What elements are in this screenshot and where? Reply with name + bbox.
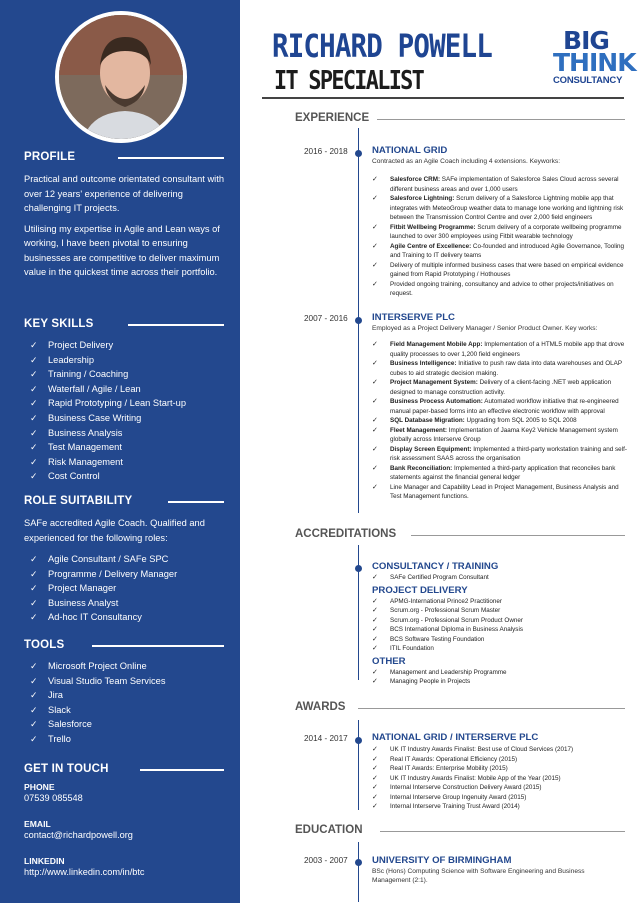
check-icon: ✓ bbox=[372, 261, 378, 269]
achievement-text: Line Manager and Capability Lead in Project Management, Business Analysis and Test Management functions. bbox=[390, 483, 619, 500]
list-item-text: Real IT Awards: Enterprise Mobility (2015) bbox=[390, 765, 508, 772]
check-icon: ✓ bbox=[372, 784, 378, 791]
list-item-text: Business Analyst bbox=[48, 597, 119, 608]
list-item-text: UK IT Industry Awards Finalist: Mobile App of the Year (2015) bbox=[390, 774, 561, 782]
check-icon: ✓ bbox=[372, 398, 378, 405]
key-skills-list bbox=[24, 338, 224, 484]
section-rule bbox=[377, 119, 625, 120]
achievement-item bbox=[372, 397, 628, 416]
list-item-text: Slack bbox=[48, 704, 71, 715]
awards-list bbox=[372, 745, 628, 812]
list-item bbox=[372, 755, 628, 765]
list-item bbox=[30, 659, 224, 674]
profile-photo bbox=[55, 11, 187, 143]
job-1-date: 2016 - 2018 bbox=[304, 147, 348, 156]
achievement-item bbox=[372, 445, 628, 464]
check-icon: ✓ bbox=[30, 471, 38, 482]
check-icon: ✓ bbox=[372, 445, 378, 453]
accreditation-group-title: CONSULTANCY / TRAINING bbox=[372, 561, 499, 572]
check-icon: ✓ bbox=[30, 733, 38, 744]
list-item-text: Microsoft Project Online bbox=[48, 661, 147, 671]
accreditation-list bbox=[372, 668, 628, 687]
check-icon: ✓ bbox=[372, 483, 378, 491]
profile-heading: PROFILE bbox=[24, 151, 76, 163]
check-icon: ✓ bbox=[30, 719, 38, 730]
tools-section bbox=[24, 638, 224, 747]
list-item bbox=[30, 703, 224, 718]
achievement-item bbox=[372, 359, 628, 378]
list-item bbox=[30, 338, 224, 353]
logo-line-3: CONSULTANCY bbox=[553, 75, 623, 86]
check-icon: ✓ bbox=[372, 574, 378, 581]
linkedin-label: LINKEDIN bbox=[24, 856, 65, 866]
education-heading: EDUCATION bbox=[295, 824, 363, 836]
check-icon: ✓ bbox=[372, 616, 378, 624]
check-icon: ✓ bbox=[372, 645, 378, 652]
achievement-text: Automated workflow initiative that re-engineered manual paper-based forms into an effective electronic workflow with approval bbox=[390, 398, 619, 415]
list-item bbox=[372, 616, 628, 626]
list-item bbox=[372, 597, 628, 607]
heading-underline bbox=[118, 157, 224, 159]
list-item-text: Agile Consultant / SAFe SPC bbox=[48, 554, 169, 564]
check-icon: ✓ bbox=[372, 803, 378, 810]
check-icon: ✓ bbox=[372, 597, 378, 605]
list-item bbox=[30, 567, 224, 582]
contact-section bbox=[24, 762, 224, 879]
list-item bbox=[30, 581, 224, 596]
achievement-text: Co-founded and introduced Agile Governance, Tooling and Training to IT delivery teams bbox=[390, 242, 625, 259]
list-item-text: Visual Studio Team Services bbox=[48, 675, 166, 686]
avatar-icon bbox=[59, 15, 187, 143]
check-icon: ✓ bbox=[30, 383, 38, 394]
achievement-item bbox=[372, 378, 628, 397]
check-icon: ✓ bbox=[30, 554, 38, 564]
list-item-text: Business Case Writing bbox=[48, 412, 142, 423]
tools-heading: TOOLS bbox=[24, 639, 65, 651]
role-suitability-list bbox=[24, 552, 224, 625]
list-item bbox=[30, 596, 224, 611]
list-item-text: BCS International Diploma in Business Analysis bbox=[390, 626, 524, 633]
list-item-text: Project Manager bbox=[48, 583, 117, 594]
check-icon: ✓ bbox=[372, 774, 378, 782]
heading-underline bbox=[128, 324, 224, 326]
check-icon: ✓ bbox=[372, 280, 378, 288]
phone-label: PHONE bbox=[24, 782, 55, 792]
section-rule bbox=[380, 831, 625, 832]
check-icon: ✓ bbox=[30, 568, 38, 579]
achievement-text: Scrum delivery of a Salesforce Lightning mobile app that integrates with MeteoGroup weather data to manage lone working and lightning risk between the Transmission Control Centre and over 2,000 field engineers bbox=[390, 195, 624, 221]
list-item-text: Programme / Delivery Manager bbox=[48, 568, 178, 579]
achievement-item bbox=[372, 426, 628, 445]
list-item-text: Leadership bbox=[48, 354, 95, 365]
check-icon: ✓ bbox=[372, 607, 378, 614]
achievement-text: Initiative to push raw data into data warehouses and OLAP cubes to aid strategic decision making. bbox=[390, 360, 622, 377]
list-item bbox=[30, 455, 224, 470]
list-item-text: Cost Control bbox=[48, 471, 100, 482]
check-icon: ✓ bbox=[372, 626, 378, 633]
check-icon: ✓ bbox=[372, 242, 378, 250]
list-item bbox=[30, 688, 224, 703]
profile-paragraph-1: Practical and outcome orientated consultant with over 12 years' experience of delivering challenging IT projects. bbox=[24, 174, 224, 213]
list-item-text: Scrum.org - Professional Scrum Product Owner bbox=[390, 616, 523, 624]
list-item-text: Business Analysis bbox=[48, 427, 123, 438]
achievement-item bbox=[372, 175, 628, 194]
logo-line-1: BIG bbox=[563, 26, 609, 55]
achievement-text: Delivery of a client-facing .NET web application designed to manage construction activity. bbox=[390, 379, 612, 396]
accreditation-group-title: PROJECT DELIVERY bbox=[372, 584, 468, 596]
achievement-item bbox=[372, 483, 628, 502]
achievement-item bbox=[372, 340, 628, 359]
achievement-key: Field Management Mobile App: bbox=[390, 341, 483, 348]
tools-list bbox=[24, 659, 224, 747]
list-item-text: Rapid Prototyping / Lean Start-up bbox=[48, 398, 186, 409]
check-icon: ✓ bbox=[372, 746, 378, 753]
achievement-text: Upgrading from SQL 2005 to SQL 2008 bbox=[464, 417, 577, 424]
check-icon: ✓ bbox=[372, 195, 378, 202]
achievement-item bbox=[372, 416, 628, 426]
profile-section bbox=[24, 150, 224, 280]
awards-title: NATIONAL GRID / INTERSERVE PLC bbox=[372, 732, 539, 743]
achievement-key: Bank Reconciliation: bbox=[390, 464, 453, 472]
email-label: EMAIL bbox=[24, 819, 51, 829]
list-item bbox=[372, 606, 628, 616]
heading-underline bbox=[168, 501, 224, 503]
list-item bbox=[372, 774, 628, 784]
linkedin-link[interactable]: http://www.linkedin.com/in/btc bbox=[24, 867, 145, 877]
achievement-key: Fitbit Wellbeing Programme: bbox=[390, 223, 476, 231]
accreditation-group-title: OTHER bbox=[372, 655, 406, 667]
list-item bbox=[30, 382, 224, 397]
list-item-text: Test Management bbox=[48, 442, 122, 453]
list-item bbox=[30, 552, 224, 567]
check-icon: ✓ bbox=[30, 456, 38, 467]
achievement-text: Implemented a third-party workstation training and self-risk assessment SAAS across the organisation bbox=[390, 445, 627, 462]
achievement-key: Fleet Management: bbox=[390, 426, 448, 434]
job-1-company: NATIONAL GRID bbox=[372, 145, 448, 156]
achievement-text: Delivery of multiple informed business cases that were based on empirical evidence gained from Rapid Prototyping / Hothouses bbox=[390, 261, 624, 278]
list-item bbox=[30, 396, 224, 411]
job-2-description: Employed as a Project Delivery Manager / Senior Product Owner. Key works: bbox=[372, 325, 598, 332]
awards-heading: AWARDS bbox=[295, 701, 346, 713]
achievement-item bbox=[372, 280, 628, 299]
achievement-key: Business Intelligence: bbox=[390, 360, 457, 367]
list-item-text: Internal Interserve Group Ingenuity Award (2015) bbox=[390, 793, 527, 801]
key-skills-section bbox=[24, 317, 224, 484]
sidebar bbox=[0, 0, 240, 903]
list-item bbox=[372, 668, 628, 678]
list-item bbox=[372, 764, 628, 774]
achievement-text: Implemented a third-party application that reconciles bank statements against the financial general ledger bbox=[390, 464, 616, 481]
list-item-text: Internal Interserve Construction Delivery Award (2015) bbox=[390, 784, 542, 791]
achievement-key: Agile Centre of Excellence: bbox=[390, 242, 472, 250]
phone-value[interactable]: 07539 085548 bbox=[24, 793, 83, 803]
job-title: IT SPECIALIST bbox=[274, 66, 424, 96]
list-item bbox=[30, 610, 224, 625]
accreditation-list bbox=[372, 597, 628, 654]
list-item bbox=[30, 367, 224, 382]
timeline-dot bbox=[355, 737, 362, 744]
list-item-text: Waterfall / Agile / Lean bbox=[48, 383, 141, 394]
list-item-text: BCS Software Testing Foundation bbox=[390, 635, 485, 643]
list-item-text: Trello bbox=[48, 733, 71, 744]
accreditations-heading: ACCREDITATIONS bbox=[295, 528, 397, 540]
heading-underline bbox=[140, 769, 224, 771]
list-item-text: ITIL Foundation bbox=[390, 645, 434, 652]
check-icon: ✓ bbox=[30, 354, 38, 365]
list-item bbox=[30, 411, 224, 426]
list-item bbox=[372, 783, 628, 793]
list-item bbox=[30, 732, 224, 747]
list-item-text: APMG-International Prince2 Practitioner bbox=[390, 597, 502, 605]
list-item-text: Jira bbox=[48, 690, 63, 701]
list-item bbox=[372, 625, 628, 635]
check-icon: ✓ bbox=[30, 442, 38, 453]
check-icon: ✓ bbox=[30, 427, 38, 438]
check-icon: ✓ bbox=[372, 755, 378, 763]
achievement-text: Scrum delivery of a corporate wellbeing programme launched to over 300 employees using Fitbit wearable technology bbox=[390, 223, 622, 240]
list-item bbox=[30, 674, 224, 689]
list-item bbox=[372, 677, 628, 687]
list-item-text: Real IT Awards: Operational Efficiency (2015) bbox=[390, 755, 518, 763]
list-item-text: Internal Interserve Training Trust Award (2014) bbox=[390, 803, 520, 810]
achievement-key: Salesforce Lightning: bbox=[390, 195, 455, 202]
list-item-text: UK IT Industry Awards Finalist: Best use of Cloud Services (2017) bbox=[390, 746, 574, 753]
list-item bbox=[372, 573, 628, 583]
job-2-entry bbox=[372, 312, 628, 502]
check-icon: ✓ bbox=[30, 412, 38, 423]
achievement-item bbox=[372, 464, 628, 483]
list-item bbox=[372, 745, 628, 755]
check-icon: ✓ bbox=[30, 661, 38, 671]
check-icon: ✓ bbox=[30, 340, 38, 350]
check-icon: ✓ bbox=[372, 176, 378, 183]
job-2-date: 2007 - 2016 bbox=[304, 314, 348, 323]
check-icon: ✓ bbox=[30, 597, 38, 608]
achievement-item bbox=[372, 223, 628, 242]
check-icon: ✓ bbox=[30, 704, 38, 715]
section-rule bbox=[358, 708, 625, 709]
profile-paragraph-2: Utilising my expertise in Agile and Lean ways of working, I have been pivotal to ensuring businesses are competitive to deliver maximum value in the quickest time across their portfolio. bbox=[24, 223, 220, 277]
logo-line-2: THINK bbox=[553, 48, 636, 77]
achievement-item bbox=[372, 194, 628, 223]
timeline-dot bbox=[355, 317, 362, 324]
achievement-text: Implementation of Jaama Key2 Vehicle Management system globally across Interserve Group bbox=[390, 426, 618, 443]
awards-entry bbox=[372, 732, 628, 812]
list-item-text: Scrum.org - Professional Scrum Master bbox=[390, 607, 501, 614]
company-logo bbox=[553, 26, 636, 86]
check-icon: ✓ bbox=[30, 583, 38, 594]
achievement-text: SAFe implementation of Salesforce Sales Cloud across several different business areas and over 1,000 users bbox=[390, 176, 619, 193]
achievement-key: SQL Database Migration: bbox=[390, 417, 465, 424]
title-divider bbox=[262, 97, 624, 99]
check-icon: ✓ bbox=[372, 765, 378, 772]
accreditation-list bbox=[372, 573, 628, 583]
list-item bbox=[30, 717, 224, 732]
list-item-text: Risk Management bbox=[48, 456, 123, 467]
job-2-company: INTERSERVE PLC bbox=[372, 312, 455, 323]
achievement-text: Provided ongoing training, consultancy and advice to other projects/initiatives on request. bbox=[390, 280, 614, 297]
timeline-dot bbox=[355, 150, 362, 157]
check-icon: ✓ bbox=[372, 793, 378, 801]
job-1-description: Contracted as an Agile Coach including 4 extensions. Keyworks: bbox=[372, 158, 561, 165]
achievement-key: Salesforce CRM: bbox=[390, 176, 441, 183]
email-link[interactable]: contact@richardpowell.org bbox=[24, 830, 133, 840]
experience-heading: EXPERIENCE bbox=[295, 112, 370, 124]
list-item bbox=[30, 426, 224, 441]
job-2-achievements bbox=[372, 340, 628, 502]
section-rule bbox=[411, 535, 625, 536]
check-icon: ✓ bbox=[372, 341, 378, 348]
list-item-text: Managing People in Projects bbox=[390, 678, 471, 685]
achievement-key: Project Management System: bbox=[390, 379, 478, 386]
check-icon: ✓ bbox=[30, 612, 38, 623]
check-icon: ✓ bbox=[372, 635, 378, 643]
role-suitability-heading: ROLE SUITABILITY bbox=[24, 495, 133, 507]
check-icon: ✓ bbox=[30, 675, 38, 686]
achievement-key: Business Process Automation: bbox=[390, 398, 483, 405]
timeline-line bbox=[358, 842, 359, 902]
list-item-text: Project Delivery bbox=[48, 340, 114, 350]
check-icon: ✓ bbox=[372, 417, 378, 424]
list-item bbox=[372, 802, 628, 812]
achievement-item bbox=[372, 261, 628, 280]
achievement-key: Display Screen Equipment: bbox=[390, 445, 472, 453]
role-suitability-section bbox=[24, 494, 224, 625]
check-icon: ✓ bbox=[372, 464, 378, 472]
list-item-text: Training / Coaching bbox=[48, 369, 129, 380]
timeline-dot bbox=[355, 859, 362, 866]
list-item-text: Salesforce bbox=[48, 719, 92, 730]
timeline-line bbox=[358, 720, 359, 810]
role-suitability-intro: SAFe accredited Agile Coach. Qualified and experienced for the following roles: bbox=[24, 518, 205, 543]
check-icon: ✓ bbox=[372, 223, 378, 231]
education-title: UNIVERSITY OF BIRMINGHAM bbox=[372, 855, 512, 866]
list-item bbox=[30, 440, 224, 455]
education-description: BSc (Hons) Computing Science with Software Engineering and Business Management (2:1). bbox=[372, 868, 585, 884]
heading-underline bbox=[92, 645, 224, 647]
check-icon: ✓ bbox=[372, 668, 378, 676]
check-icon: ✓ bbox=[372, 678, 378, 685]
list-item-text: Ad-hoc IT Consultancy bbox=[48, 612, 142, 623]
list-item bbox=[372, 793, 628, 803]
timeline-dot bbox=[355, 565, 362, 572]
list-item bbox=[372, 635, 628, 645]
key-skills-heading: KEY SKILLS bbox=[24, 318, 94, 330]
candidate-name: RICHARD POWELL bbox=[272, 27, 492, 65]
check-icon: ✓ bbox=[30, 690, 38, 701]
list-item-text: SAFe Certified Program Consultant bbox=[390, 574, 489, 581]
awards-date: 2014 - 2017 bbox=[304, 734, 348, 743]
contact-heading: GET IN TOUCH bbox=[24, 763, 109, 775]
education-date: 2003 - 2007 bbox=[304, 856, 348, 865]
job-1-achievements bbox=[372, 175, 628, 299]
accreditations-entry bbox=[372, 561, 628, 687]
list-item bbox=[372, 644, 628, 654]
check-icon: ✓ bbox=[372, 426, 378, 434]
list-item bbox=[30, 469, 224, 484]
check-icon: ✓ bbox=[30, 398, 38, 409]
job-1-entry bbox=[372, 145, 628, 299]
list-item-text: Management and Leadership Programme bbox=[390, 668, 507, 676]
achievement-text: Implementation of a HTML5 mobile app that drove quality processes to over 1,200 field engineers bbox=[390, 341, 625, 358]
check-icon: ✓ bbox=[372, 379, 378, 386]
list-item bbox=[30, 353, 224, 368]
check-icon: ✓ bbox=[372, 360, 378, 367]
check-icon: ✓ bbox=[30, 369, 38, 380]
achievement-item bbox=[372, 242, 628, 261]
education-entry bbox=[372, 855, 628, 885]
